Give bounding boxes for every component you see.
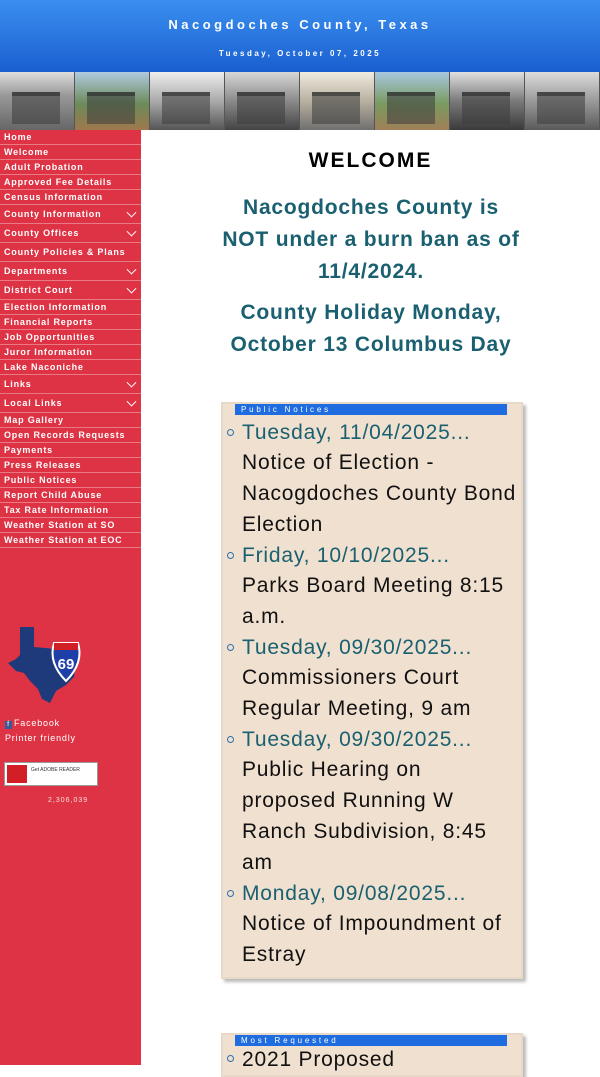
list-item[interactable] (223, 418, 521, 540)
sidebar-item-departments[interactable] (0, 262, 141, 281)
sidebar-item-label: Payments (4, 445, 53, 455)
sidebar-item-financial-reports[interactable] (0, 315, 141, 330)
sidebar-item-label: Financial Reports (4, 317, 94, 327)
chevron-down-icon[interactable] (127, 284, 137, 294)
most-requested-list (223, 1044, 521, 1076)
sidebar-item-label: Election Information (4, 302, 108, 312)
list-item[interactable] (223, 725, 521, 878)
sidebar-item-tax-rate-information[interactable] (0, 503, 141, 518)
sidebar-item-census-information[interactable] (0, 190, 141, 205)
banner-photo (525, 72, 600, 130)
texas-interstate-69-logo[interactable] (6, 625, 90, 705)
bullet-icon (227, 644, 234, 651)
burn-ban-notice: Nacogdoches County is NOT under a burn ban as of 11/4/2024. (222, 196, 520, 283)
sidebar-item-label: Report Child Abuse (4, 490, 103, 500)
notice-text: Notice of Impoundment of Estray (242, 912, 502, 966)
public-notices-box (221, 402, 523, 979)
sidebar-item-label: Weather Station at EOC (4, 535, 123, 545)
sidebar-item-label: Press Releases (4, 460, 82, 470)
sidebar-item-weather-station-so[interactable] (0, 518, 141, 533)
sidebar-item-label: Home (4, 132, 33, 142)
visitor-counter: 2,306,039 (48, 797, 89, 804)
list-item[interactable] (223, 541, 521, 632)
list-item[interactable] (223, 633, 521, 724)
facebook-label: Facebook (14, 718, 60, 728)
notice-date-link[interactable]: Tuesday, 09/30/2025... (242, 636, 473, 659)
sidebar-item-district-court[interactable] (0, 281, 141, 300)
sidebar-item-label: Welcome (4, 147, 49, 157)
sidebar-item-welcome[interactable] (0, 145, 141, 160)
sidebar-item-label: County Information (4, 209, 102, 219)
sidebar-item-local-links[interactable] (0, 394, 141, 413)
bullet-icon (227, 552, 234, 559)
bullet-icon (227, 890, 234, 897)
sidebar-item-label: Departments (4, 266, 68, 276)
sidebar-item-press-releases[interactable] (0, 458, 141, 473)
sidebar-item-label: Weather Station at SO (4, 520, 116, 530)
sidebar-item-label: Approved Fee Details (4, 177, 113, 187)
banner-photo (450, 72, 525, 130)
sidebar-item-lake-naconiche[interactable] (0, 360, 141, 375)
sidebar-item-county-offices[interactable] (0, 224, 141, 243)
notice-date-link[interactable]: Tuesday, 09/30/2025... (242, 728, 473, 751)
sidebar-item-links[interactable] (0, 375, 141, 394)
photo-banner (0, 72, 600, 130)
holiday-notice: County Holiday Monday, October 13 Columbus Day (230, 301, 512, 356)
bullet-icon (227, 429, 234, 436)
chevron-down-icon[interactable] (127, 397, 137, 407)
sidebar-item-weather-station-eoc[interactable] (0, 533, 141, 548)
sidebar-item-payments[interactable] (0, 443, 141, 458)
sidebar-item-county-policies[interactable] (0, 243, 141, 262)
banner-photo (75, 72, 150, 130)
most-requested-box (221, 1033, 523, 1077)
bullet-icon (227, 736, 234, 743)
site-title: Nacogdoches County, Texas (168, 17, 432, 32)
chevron-down-icon[interactable] (127, 227, 137, 237)
list-item[interactable] (223, 879, 521, 970)
main-content (141, 130, 600, 1071)
sidebar-item-label: Lake Naconiche (4, 362, 84, 372)
sidebar-item-label: Tax Rate Information (4, 505, 109, 515)
notice-date-link[interactable]: Monday, 09/08/2025... (242, 882, 467, 905)
sidebar-item-report-child-abuse[interactable] (0, 488, 141, 503)
site-header (0, 0, 600, 72)
notice-date-link[interactable]: Tuesday, 11/04/2025... (242, 421, 471, 444)
adobe-icon (7, 765, 27, 783)
banner-photo (375, 72, 450, 130)
list-item[interactable] (223, 1044, 521, 1075)
most-requested-link[interactable]: 2021 Proposed (242, 1048, 395, 1071)
sidebar-item-label: Adult Probation (4, 162, 84, 172)
sidebar-item-public-notices[interactable] (0, 473, 141, 488)
sidebar-nav (0, 130, 141, 548)
sidebar-item-juror-information[interactable] (0, 345, 141, 360)
sidebar-item-label: District Court (4, 285, 73, 295)
sidebar-item-adult-probation[interactable] (0, 160, 141, 175)
sidebar-item-label: County Policies & Plans (4, 247, 126, 257)
current-date: Tuesday, October 07, 2025 (218, 49, 382, 58)
printer-friendly-link[interactable]: Printer friendly (5, 733, 76, 743)
chevron-down-icon[interactable] (127, 378, 137, 388)
chevron-down-icon[interactable] (127, 208, 137, 218)
sidebar-item-label: Public Notices (4, 475, 78, 485)
banner-photo (225, 72, 300, 130)
sidebar (0, 130, 141, 1065)
sidebar-item-job-opportunities[interactable] (0, 330, 141, 345)
sidebar-item-label: County Offices (4, 228, 80, 238)
facebook-link[interactable] (5, 718, 60, 729)
bullet-icon (227, 1055, 234, 1062)
notice-text: Notice of Election - Nacogdoches County Bond Election (242, 451, 517, 536)
public-notices-list (223, 418, 521, 971)
interstate-shield-number: 69 (57, 656, 75, 673)
sidebar-item-approved-fee-details[interactable] (0, 175, 141, 190)
notice-date-link[interactable]: Friday, 10/10/2025... (242, 544, 450, 567)
chevron-down-icon[interactable] (127, 265, 137, 275)
sidebar-item-map-gallery[interactable] (0, 413, 141, 428)
banner-photo (300, 72, 375, 130)
notice-text: Commissioners Court Regular Meeting, 9 am (242, 666, 472, 720)
adobe-reader-badge[interactable] (4, 762, 98, 786)
sidebar-item-open-records-requests[interactable] (0, 428, 141, 443)
sidebar-item-label: Job Opportunities (4, 332, 96, 342)
banner-photo (0, 72, 75, 130)
sidebar-item-label: Census Information (4, 192, 103, 202)
adobe-badge-text: Get ADOBE READER (31, 767, 80, 773)
sidebar-item-label: Local Links (4, 398, 63, 408)
sidebar-item-county-information[interactable] (0, 205, 141, 224)
sidebar-item-label: Map Gallery (4, 415, 64, 425)
sidebar-item-label: Links (4, 379, 32, 389)
page-title: WELCOME (308, 149, 433, 172)
sidebar-item-election-information[interactable] (0, 300, 141, 315)
public-notices-header: Public Notices (235, 404, 507, 415)
notice-text: Parks Board Meeting 8:15 a.m. (242, 574, 505, 628)
banner-photo (150, 72, 225, 130)
sidebar-item-label: Juror Information (4, 347, 93, 357)
sidebar-item-label: Open Records Requests (4, 430, 126, 440)
sidebar-item-home[interactable] (0, 130, 141, 145)
most-requested-header: Most Requested (235, 1035, 507, 1046)
notice-text: Public Hearing on proposed Running W Ranch Subdivision, 8:45 am (242, 758, 487, 874)
facebook-icon: f (5, 721, 12, 729)
